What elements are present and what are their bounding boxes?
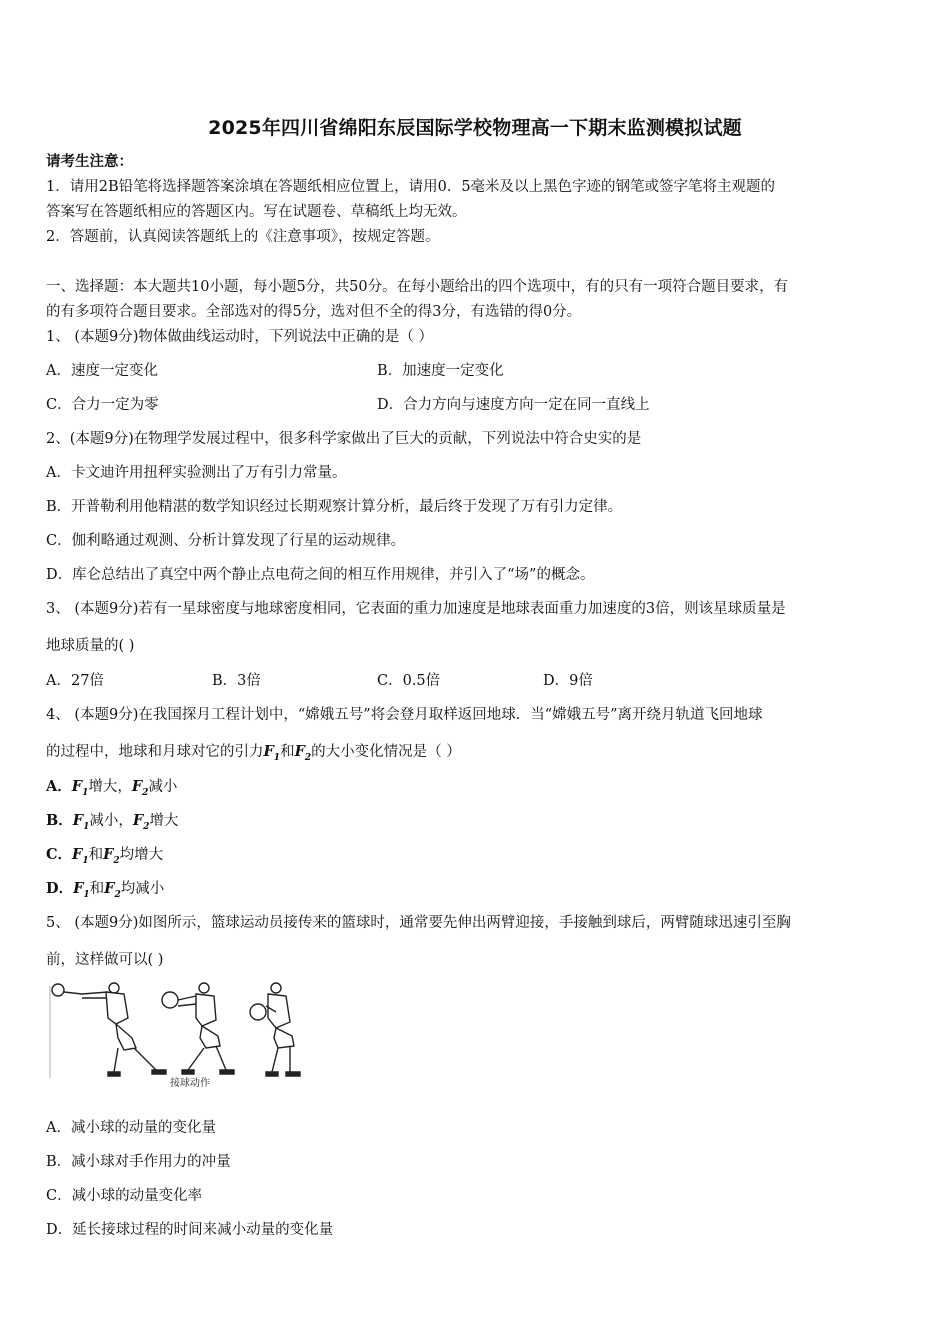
page-title: 2025年四川省绵阳东辰国际学校物理高一下期末监测模拟试题 — [208, 117, 742, 139]
q3-stem-line-1: 3、 (本题9分)若有一星球密度与地球密度相同，它表面的重力加速度是地球表面重力加速度的3倍，则该星球质量是 — [46, 601, 786, 617]
q1-option-c: C．合力一定为零 — [46, 397, 159, 413]
q4-option-a: A．$F_1$增大，$F_2$减小 — [46, 778, 178, 798]
q3-stem-line-2: 地球质量的( ) — [46, 638, 135, 654]
q5-option-d: D．延长接球过程的时间来减小动量的变化量 — [46, 1222, 334, 1238]
q4-stem-line-2 — [46, 742, 461, 768]
q1-option-a: A．速度一定变化 — [46, 363, 158, 379]
q4-stem-line-2-suffix: 的大小变化情况是（ ） — [311, 744, 461, 760]
q1-option-b: B．加速度一定变化 — [377, 363, 504, 379]
player-2-drawing — [162, 983, 234, 1074]
q5-stem-line-2: 前，这样做可以( ) — [46, 952, 164, 968]
q5-option-c: C．减小球的动量变化率 — [46, 1188, 203, 1204]
section-1-intro-line-2: 的有多项符合题目要求。全部选对的得5分，选对但不全的得3分，有选错的得0分。 — [46, 304, 582, 320]
player-1-drawing — [52, 983, 166, 1076]
q1-stem: 1、 (本题9分)物体做曲线运动时，下列说法中正确的是（ ） — [46, 329, 433, 345]
q4-stem-f1: $F_1$ — [263, 743, 281, 763]
player-3-drawing — [250, 983, 300, 1076]
notice-item-1-line-1: 1．请用2B铅笔将选择题答案涂填在答题纸相应位置上，请用0．5毫米及以上黑色字迹的钢笔或签字笔将主观题的 — [46, 179, 776, 195]
q4-stem-and: 和 — [280, 744, 295, 760]
q4-stem-f2: $F_2$ — [294, 743, 312, 763]
q2-option-a: A．卡文迪许用扭秤实验测出了万有引力常量。 — [46, 465, 347, 481]
q5-stem-line-1: 5、 (本题9分)如图所示，篮球运动员接传来的篮球时，通常要先伸出两臂迎接，手接触到球后，两臂随球迅速引至胸 — [46, 915, 791, 931]
notice-heading: 请考生注意： — [46, 153, 133, 170]
q3-option-c: C．0.5倍 — [377, 673, 441, 689]
q3-option-b: B．3倍 — [212, 673, 261, 689]
q4-option-d: D．$F_1$和$F_2$均减小 — [46, 880, 165, 900]
q4-option-c: C．$F_1$和$F_2$均增大 — [46, 846, 164, 866]
q3-option-d: D．9倍 — [543, 673, 593, 689]
figure-caption: 接球动作 — [170, 1078, 210, 1089]
q2-option-b: B．开普勒利用他精湛的数学知识经过长期观察计算分析，最后终于发现了万有引力定律。 — [46, 499, 623, 515]
notice-item-2: 2．答题前，认真阅读答题纸上的《注意事项》，按规定答题。 — [46, 229, 440, 245]
q2-option-c: C．伽利略通过观测、分析计算发现了行星的运动规律。 — [46, 533, 406, 549]
q5-option-b: B．减小球对手作用力的冲量 — [46, 1154, 231, 1170]
q3-option-a: A．27倍 — [46, 673, 104, 689]
q5-option-a: A．减小球的动量的变化量 — [46, 1120, 216, 1136]
q2-option-d: D．库仑总结出了真空中两个静止点电荷之间的相互作用规律，并引入了“场”的概念。 — [46, 567, 595, 583]
q4-stem-line-2-prefix: 的过程中，地球和月球对它的引力 — [46, 744, 264, 760]
q2-stem: 2、(本题9分)在物理学发展过程中，很多科学家做出了巨大的贡献，下列说法中符合史实的是 — [46, 431, 642, 447]
section-1-intro-line-1: 一、选择题：本大题共10小题，每小题5分，共50分。在每小题给出的四个选项中，有的只有一项符合题目要求，有 — [46, 279, 789, 295]
q4-option-b: B．$F_1$减小，$F_2$增大 — [46, 812, 179, 832]
q4-stem-line-1: 4、 (本题9分)在我国探月工程计划中，“嫦娥五号”将会登月取样返回地球．当“嫦娥五号”离开绕月轨道飞回地球 — [46, 707, 763, 723]
catching-ball-figure — [46, 978, 312, 1090]
notice-item-1-line-2: 答案写在答题纸相应的答题区内。写在试题卷、草稿纸上均无效。 — [46, 204, 467, 220]
q1-option-d: D．合力方向与速度方向一定在同一直线上 — [377, 397, 650, 413]
